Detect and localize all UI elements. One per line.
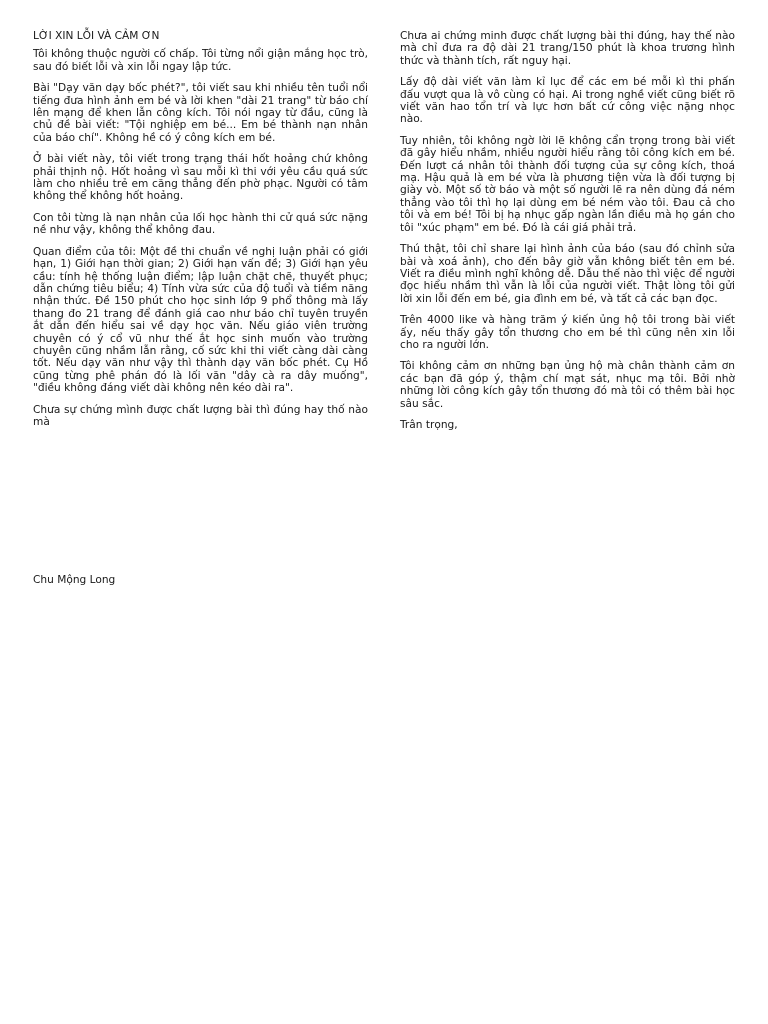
paragraph: Tuy nhiên, tôi không ngờ lời lẽ không cẩn trọng trong bài viết đã gây hiểu nhầm, nhiều người hiểu rằng tôi công kích em bé. Đến lượt cá nhân tôi thành đối tượng của sự công kích, thoá mạ. Hậu quả là em bé vừa là phương tiện vừa là đối tượng bị giày vò. Một số tờ báo và một số người lẽ ra nên dùng đá ném thẳng vào tôi thì họ lại dùng em bé ném vào tôi. Đau cả cho tôi và em bé! Tôi bị hạ nhục gấp ngàn lần điều mà họ gán cho tôi "xúc phạm" em bé. Đó là cái giá phải trả. (400, 134, 735, 234)
paragraph: Chưa ai chứng minh được chất lượng bài thi đúng, hay thế nào mà chỉ đưa ra độ dài 21 trang/150 phút là khoa trương hình thức và thành tích, rất nguy hại. (400, 30, 735, 67)
paragraph: Quan điểm của tôi: Một đề thi chuẩn về nghị luận phải có giới hạn, 1) Giới hạn thời gian; 2) Giới hạn vấn đề; 3) Giới hạn yêu cầu: tính hệ thống luận điểm; lập luận chặt chẽ, thuyết phục; dẫn chứng tiêu biểu; 4) Tính vừa sức của độ tuổi và tiềm năng nhận thức. Đề 150 phút cho học sinh lớp 9 phổ thông mà lấy thang đo 21 trang để đánh giá cao như báo chỉ tuyên truyền ắt dẫn đến hiểu sai về dạy học văn. Nếu giáo viên trường chuyên có ý cổ vũ như thế ắt học sinh muốn vào trường chuyên cũng nhầm lẫn rằng, cố sức khi thi viết càng dài càng tốt. Nếu dạy văn như vậy thì thành dạy văn bốc phét. Cụ Hồ cũng từng phê phán đó là lối văn "dây cà ra dây muống", "điều không đáng viết dài không nên kéo dài ra". (33, 245, 368, 395)
paragraph: Tôi không cảm ơn những bạn ủng hộ mà chân thành cảm ơn các bạn đã góp ý, thậm chí mạt sát, nhục mạ tôi. Bởi nhờ những lời công kích gây tổn thương đó mà tôi có thêm bài học sâu sắc. (400, 360, 735, 410)
author-signature: Chu Mộng Long (33, 574, 116, 586)
paragraph: Ở bài viết này, tôi viết trong trạng thái hốt hoảng chứ không phải thịnh nộ. Hốt hoảng vì sau mỗi kì thi với yêu cầu quá sức làm cho nhiều trẻ em căng thẳng đến phờ phạc. Người có tâm không thể không hốt hoảng. (33, 153, 368, 203)
paragraph: Lấy độ dài viết văn làm kỉ lục để các em bé mỗi kì thi phấn đấu vượt qua là vô cùng có hại. Ai trong nghề viết cũng biết rõ viết văn hao tổn trí và lực hơn bất cứ công việc nặng nhọc nào. (400, 76, 735, 126)
paragraph: Con tôi từng là nạn nhân của lối học hành thi cử quá sức nặng nề như vậy, không thể không đau. (33, 211, 368, 237)
right-column (400, 30, 735, 440)
paragraph: Trên 4000 like và hàng trăm ý kiến ủng hộ tôi trong bài viết ấy, nếu thấy gây tổn thương cho em bé thì cũng nên xin lỗi cho ra người lớn. (400, 314, 735, 351)
left-column (33, 30, 368, 437)
closing-salutation: Trân trọng, (400, 418, 458, 431)
document-title: LỜI XIN LỖI VÀ CẢM ƠN (33, 30, 160, 42)
paragraph: Bài "Dạy văn dạy bốc phét?", tôi viết sau khi nhiều tên tuổi nổi tiếng đưa hình ảnh em bé và lời khen "dài 21 trang" từ báo chí lên mạng để khen lẫn công kích. Tôi nói ngay từ đầu, cũng là chủ đề bài viết: "Tội nghiệp em bé... Em bé thành nạn nhân của báo chí". Không hề có ý công kích em bé. (33, 82, 368, 144)
paragraph: Thú thật, tôi chỉ share lại hình ảnh của báo (sau đó chỉnh sửa bài và xoá ảnh), cho đến bây giờ vẫn không biết tên em bé. Viết ra điều mình nghĩ không dễ. Dẫu thế nào thì việc để người đọc hiểu nhầm thì vẫn là lỗi của người viết. Thật lòng tôi gửi lời xin lỗi đến em bé, gia đình em bé, và tất cả các bạn đọc. (400, 243, 735, 305)
paragraph: Tôi không thuộc người cố chấp. Tôi từng nổi giận mắng học trò, sau đó biết lỗi và xin lỗi ngay lập tức. (33, 48, 368, 73)
paragraph: Chưa sự chứng mình được chất lượng bài thì đúng hay thố nào mà (33, 403, 368, 428)
